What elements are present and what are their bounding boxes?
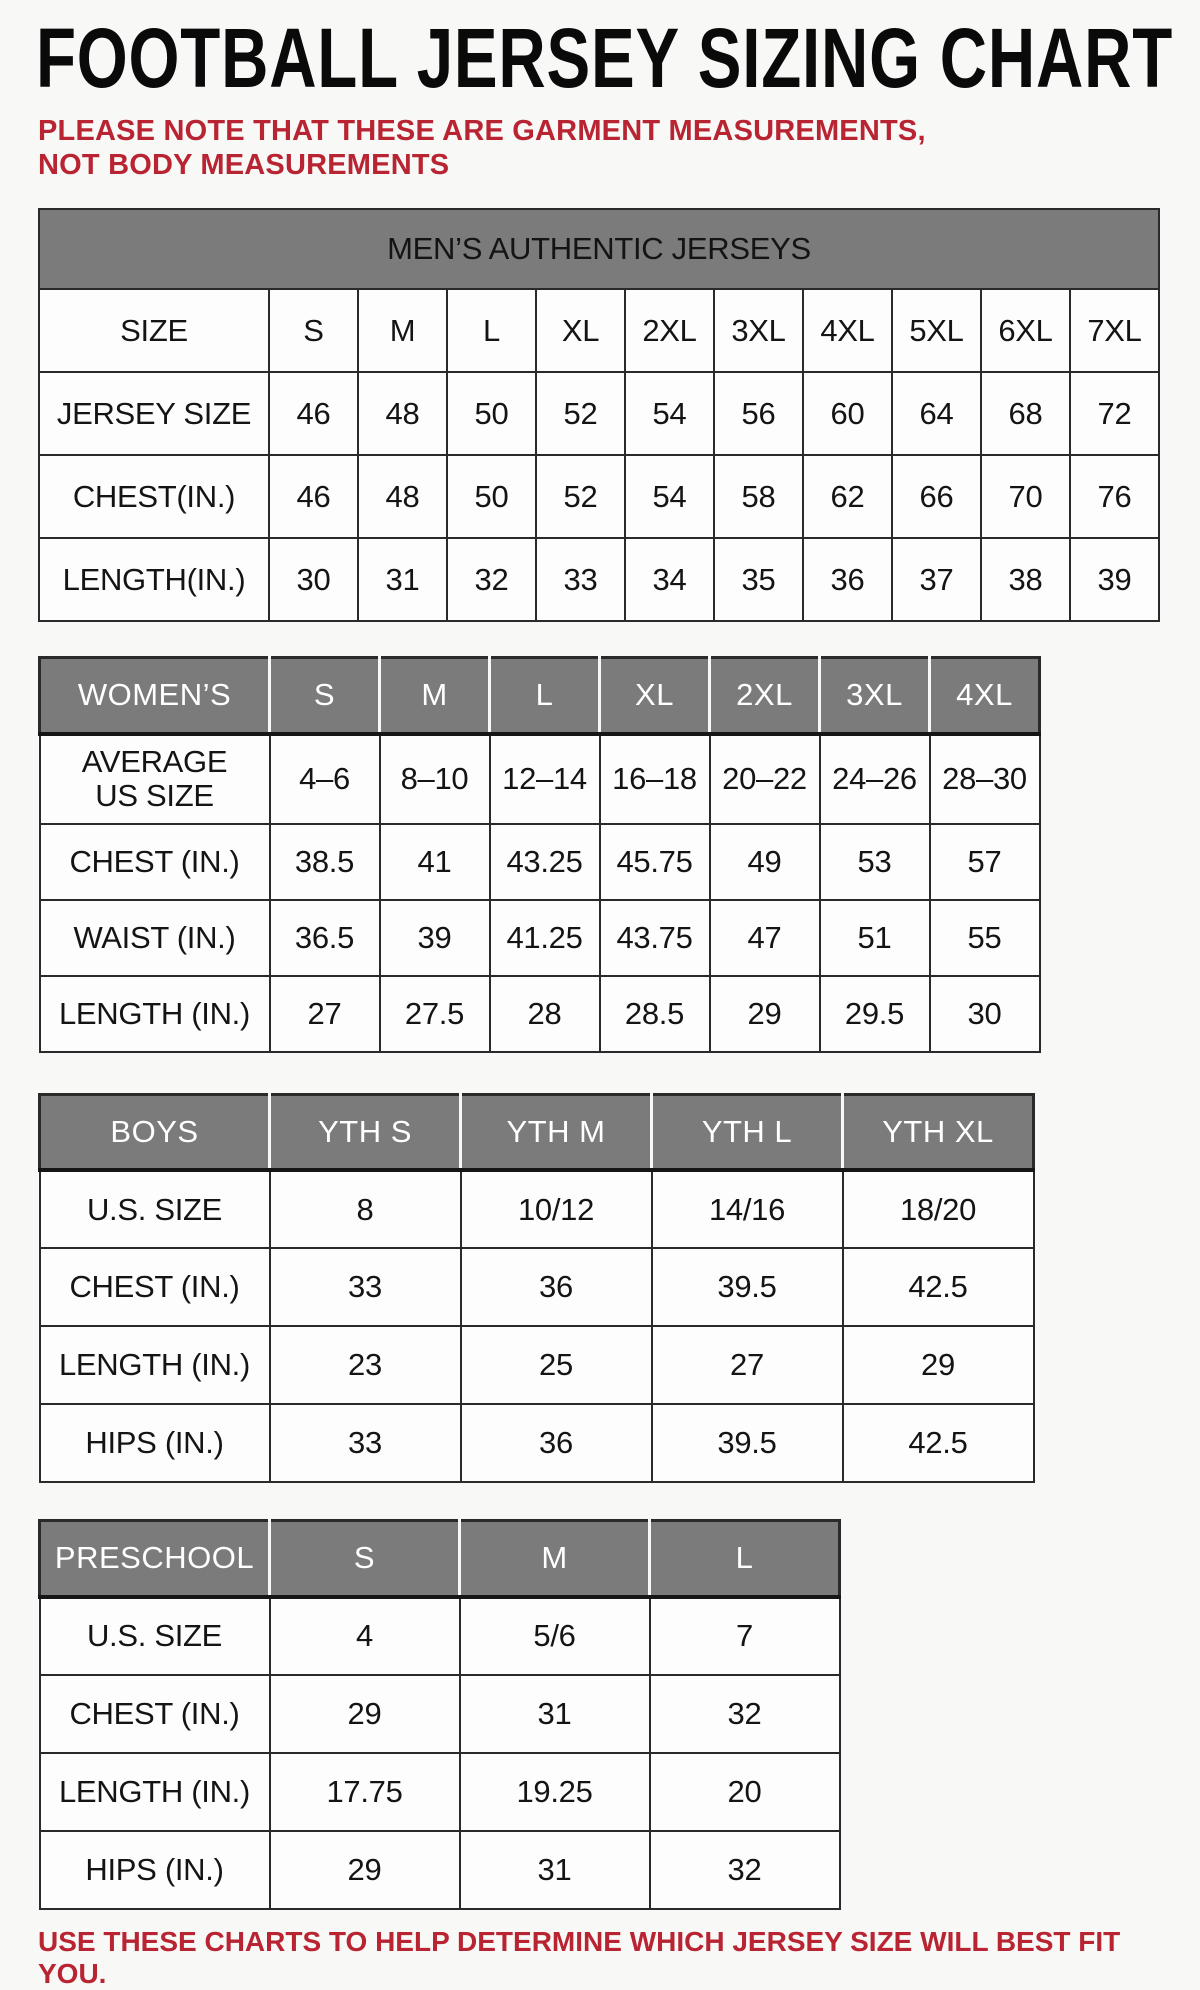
value-cell: 29.5 (820, 976, 930, 1052)
value-cell: 39.5 (652, 1404, 843, 1482)
row-label-cell: U.S. SIZE (40, 1597, 270, 1675)
row-label-cell (40, 734, 270, 824)
value-cell: 32 (650, 1675, 840, 1753)
value-cell: 45.75 (600, 824, 710, 900)
value-cell: 36.5 (270, 900, 380, 976)
value-cell: 54 (625, 455, 714, 538)
row-label-cell: LENGTH (IN.) (40, 1753, 270, 1831)
value-cell: 4 (270, 1597, 460, 1675)
value-cell: 68 (981, 372, 1070, 455)
table-row (40, 1326, 1034, 1404)
row-label-cell: CHEST(IN.) (39, 455, 269, 538)
size-header-cell: M (380, 658, 490, 734)
mens-banner-row (39, 209, 1159, 289)
page-title (36, 11, 1200, 105)
value-cell: 20 (650, 1753, 840, 1831)
value-cell: 5XL (892, 289, 981, 372)
value-cell: 46 (269, 372, 358, 455)
table-row (40, 1248, 1034, 1326)
value-cell: 8–10 (380, 734, 490, 824)
size-header-cell: 4XL (930, 658, 1040, 734)
value-cell: 39 (380, 900, 490, 976)
value-cell: 27.5 (380, 976, 490, 1052)
group-label-cell: PRESCHOOL (40, 1521, 270, 1597)
value-cell: 46 (269, 455, 358, 538)
value-cell: 24–26 (820, 734, 930, 824)
table-row (40, 900, 1040, 976)
value-cell: 31 (460, 1675, 650, 1753)
value-cell: 32 (447, 538, 536, 621)
value-cell: 70 (981, 455, 1070, 538)
value-cell: 29 (843, 1326, 1034, 1404)
value-cell: 39 (1070, 538, 1159, 621)
row-label-cell: JERSEY SIZE (39, 372, 269, 455)
preschool-header-row (40, 1521, 840, 1597)
value-cell: 50 (447, 372, 536, 455)
garment-measurements-note: PLEASE NOTE THAT THESE ARE GARMENT MEASUREMENTS, NOT BODY MEASUREMENTS (38, 115, 926, 181)
value-cell: 19.25 (460, 1753, 650, 1831)
value-cell: 32 (650, 1831, 840, 1909)
table-row (39, 372, 1159, 455)
value-cell: 29 (270, 1675, 460, 1753)
value-cell: 7 (650, 1597, 840, 1675)
value-cell: 12–14 (490, 734, 600, 824)
value-cell: 25 (461, 1326, 652, 1404)
value-cell: 30 (930, 976, 1040, 1052)
page-title-text: FOOTBALL JERSEY SIZING CHART (36, 11, 1173, 105)
boys-table (38, 1093, 1035, 1484)
value-cell: 42.5 (843, 1248, 1034, 1326)
value-cell: 58 (714, 455, 803, 538)
value-cell: 43.25 (490, 824, 600, 900)
mens-table (38, 208, 1160, 622)
value-cell: 39.5 (652, 1248, 843, 1326)
size-header-cell: 2XL (710, 658, 820, 734)
value-cell: 29 (710, 976, 820, 1052)
value-cell: 2XL (625, 289, 714, 372)
value-cell: 42.5 (843, 1404, 1034, 1482)
size-header-cell: YTH L (652, 1094, 843, 1170)
value-cell: 43.75 (600, 900, 710, 976)
row-label-cell: CHEST (IN.) (40, 1248, 270, 1326)
table-row (40, 1170, 1034, 1248)
value-cell: 4–6 (270, 734, 380, 824)
row-label-cell: HIPS (IN.) (40, 1831, 270, 1909)
row-label-cell: LENGTH (IN.) (40, 976, 270, 1052)
group-label-cell: BOYS (40, 1094, 270, 1170)
value-cell: 53 (820, 824, 930, 900)
fit-advice-note: USE THESE CHARTS TO HELP DETERMINE WHICH JERSEY SIZE WILL BEST FIT YOU. (38, 1925, 1121, 1989)
table-row (40, 1753, 840, 1831)
value-cell: L (447, 289, 536, 372)
value-cell: 23 (270, 1326, 461, 1404)
value-cell: 4XL (803, 289, 892, 372)
value-cell: 30 (269, 538, 358, 621)
value-cell: 36 (803, 538, 892, 621)
size-header-cell: L (650, 1521, 840, 1597)
value-cell: 50 (447, 455, 536, 538)
group-label-cell: WOMEN’S (40, 658, 270, 734)
value-cell: 41 (380, 824, 490, 900)
value-cell: 48 (358, 455, 447, 538)
table-row (40, 1404, 1034, 1482)
value-cell: 38 (981, 538, 1070, 621)
value-cell: 38.5 (270, 824, 380, 900)
value-cell: 51 (820, 900, 930, 976)
value-cell: 52 (536, 455, 625, 538)
table-row (40, 1831, 840, 1909)
row-label-cell: HIPS (IN.) (40, 1404, 270, 1482)
size-header-cell: 3XL (820, 658, 930, 734)
value-cell: 14/16 (652, 1170, 843, 1248)
row-label-cell: LENGTH (IN.) (40, 1326, 270, 1404)
value-cell: 41.25 (490, 900, 600, 976)
value-cell: 27 (270, 976, 380, 1052)
value-cell: 64 (892, 372, 981, 455)
value-cell: 17.75 (270, 1753, 460, 1831)
size-header-cell: XL (600, 658, 710, 734)
value-cell: 66 (892, 455, 981, 538)
value-cell: 28 (490, 976, 600, 1052)
value-cell: 76 (1070, 455, 1159, 538)
row-label-cell: CHEST (IN.) (40, 1675, 270, 1753)
row-label-cell: LENGTH(IN.) (39, 538, 269, 621)
value-cell: 3XL (714, 289, 803, 372)
row-label-text: AVERAGE US SIZE (81, 744, 228, 813)
value-cell: XL (536, 289, 625, 372)
value-cell: 8 (270, 1170, 461, 1248)
value-cell: 6XL (981, 289, 1070, 372)
row-label-cell: U.S. SIZE (40, 1170, 270, 1248)
value-cell: 56 (714, 372, 803, 455)
value-cell: 36 (461, 1248, 652, 1326)
row-label-cell: WAIST (IN.) (40, 900, 270, 976)
table-row (40, 1675, 840, 1753)
table-row (40, 824, 1040, 900)
table-row (39, 289, 1159, 372)
size-header-cell: L (490, 658, 600, 734)
value-cell: 27 (652, 1326, 843, 1404)
value-cell: 31 (358, 538, 447, 621)
value-cell: 28–30 (930, 734, 1040, 824)
value-cell: 72 (1070, 372, 1159, 455)
table-row (40, 734, 1040, 824)
table-row (39, 538, 1159, 621)
row-label-cell: CHEST (IN.) (40, 824, 270, 900)
value-cell: 37 (892, 538, 981, 621)
table-row (40, 976, 1040, 1052)
size-header-cell: M (460, 1521, 650, 1597)
value-cell: 34 (625, 538, 714, 621)
value-cell: 20–22 (710, 734, 820, 824)
value-cell: S (269, 289, 358, 372)
value-cell: 5/6 (460, 1597, 650, 1675)
boys-header-row (40, 1094, 1034, 1170)
value-cell: 54 (625, 372, 714, 455)
row-label-cell: SIZE (39, 289, 269, 372)
table-row (40, 1597, 840, 1675)
womens-header-row (40, 658, 1040, 734)
table-row (39, 455, 1159, 538)
value-cell: 35 (714, 538, 803, 621)
value-cell: 47 (710, 900, 820, 976)
size-header-cell: S (270, 658, 380, 734)
value-cell: 48 (358, 372, 447, 455)
value-cell: 28.5 (600, 976, 710, 1052)
preschool-table (38, 1519, 841, 1910)
value-cell: 33 (270, 1248, 461, 1326)
value-cell: 36 (461, 1404, 652, 1482)
value-cell: 29 (270, 1831, 460, 1909)
value-cell: 60 (803, 372, 892, 455)
value-cell: 18/20 (843, 1170, 1034, 1248)
value-cell: 7XL (1070, 289, 1159, 372)
value-cell: 52 (536, 372, 625, 455)
value-cell: M (358, 289, 447, 372)
value-cell: 49 (710, 824, 820, 900)
value-cell: 55 (930, 900, 1040, 976)
value-cell: 57 (930, 824, 1040, 900)
value-cell: 62 (803, 455, 892, 538)
mens-table-banner: MEN’S AUTHENTIC JERSEYS (39, 209, 1159, 289)
sizing-chart-page (0, 11, 1200, 1989)
value-cell: 10/12 (461, 1170, 652, 1248)
value-cell: 16–18 (600, 734, 710, 824)
value-cell: 33 (270, 1404, 461, 1482)
value-cell: 33 (536, 538, 625, 621)
size-header-cell: S (270, 1521, 460, 1597)
size-header-cell: YTH S (270, 1094, 461, 1170)
womens-table (38, 656, 1041, 1053)
size-header-cell: YTH XL (843, 1094, 1034, 1170)
value-cell: 31 (460, 1831, 650, 1909)
size-header-cell: YTH M (461, 1094, 652, 1170)
